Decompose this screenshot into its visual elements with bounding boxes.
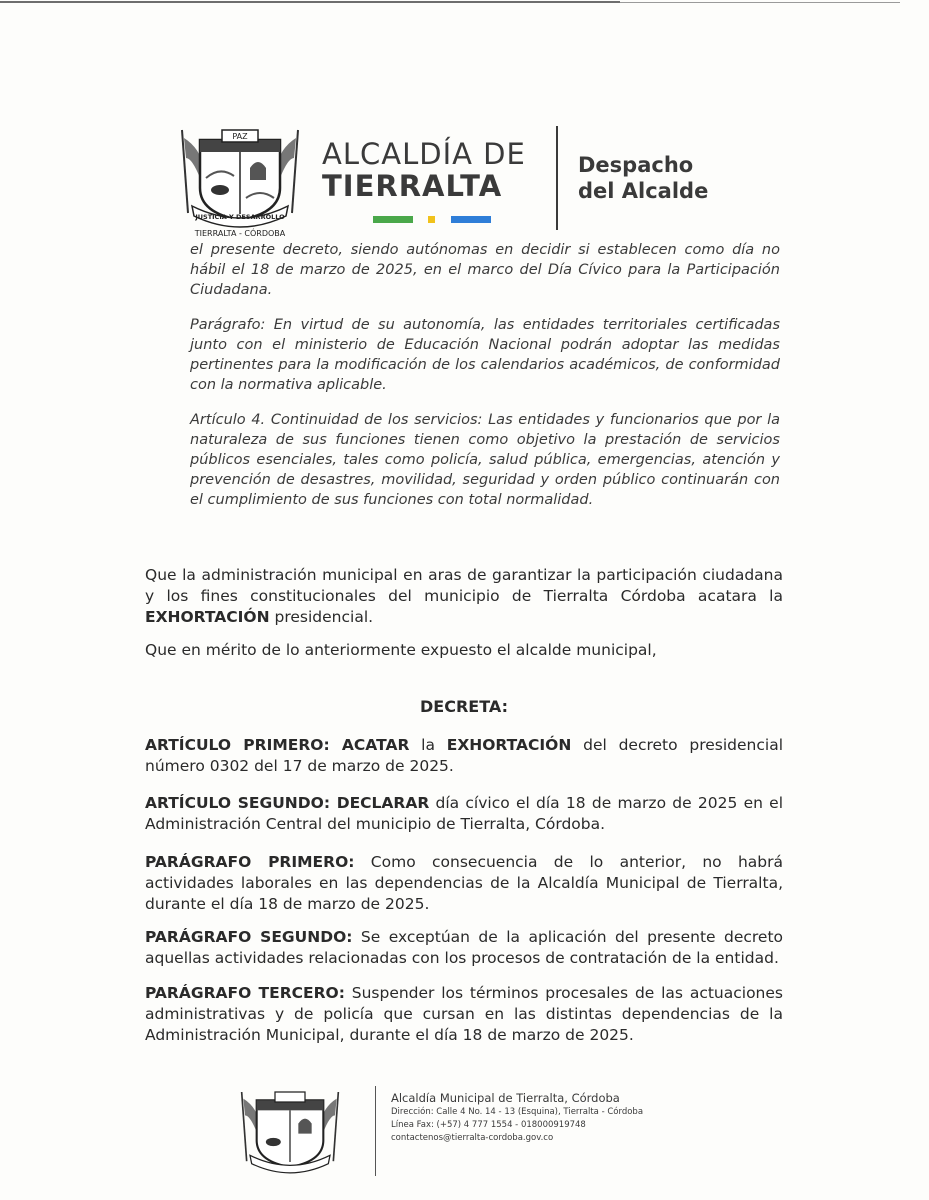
paragraph-third: PARÁGRAFO TERCERO: Suspender los términos procesales de las actuaciones administrativas y de policía que cursan en las distintas dependencias de la Administración Municipal, durante el día 18 de marzo de 2025. bbox=[145, 984, 783, 1044]
paragraph-second: PARÁGRAFO SEGUNDO: Se exceptúan de la aplicación del presente decreto aquellas actividades relacionadas con los procesos de contratación de la entidad. bbox=[145, 928, 784, 967]
footer-phone: Línea Fax: (+57) 4 777 1554 - 018000919748 bbox=[391, 1120, 586, 1130]
paragraph-first: PARÁGRAFO PRIMERO: Como consecuencia de lo anterior, no habrá actividades laborales en las dependencias de la Alcaldía Municipal de Tierralta, durante el día 18 de marzo de 2025. bbox=[145, 853, 783, 913]
quoted-paragraph-2: Parágrafo: En virtud de su autonomía, las entidades territoriales certificadas junto con el ministerio de Educación Nacional podrán adoptar las medidas pertinentes para la modificación de los calendarios académicos, de conformidad con la normativa aplicable. bbox=[190, 317, 780, 393]
quoted-paragraph-3: Artículo 4. Continuidad de los servicios: Las entidades y funcionarios que por la naturaleza de sus funciones tienen como objetivo la prestación de servicios públicos esenciales, tales como policía, salud pública, emergencias, atención y prevención de desastres, movilidad, seguridad y orden público continuarán con el cumplimiento de sus funciones con total normalidad. bbox=[190, 412, 780, 508]
seal-place-text: TIERRALTA - CÓRDOBA bbox=[194, 229, 286, 238]
footer-divider bbox=[375, 1086, 376, 1176]
footer-contact bbox=[391, 1090, 643, 1145]
footer-address: Dirección: Calle 4 No. 14 - 13 (Esquina), Tierralta - Córdoba bbox=[391, 1107, 644, 1117]
decree-heading: DECRETA: bbox=[420, 697, 508, 716]
flag-blue-stripe bbox=[451, 216, 491, 223]
flag-green-stripe bbox=[373, 216, 413, 223]
letterhead bbox=[170, 118, 770, 240]
footer-email[interactable]: contactenos@tierralta-cordoba.gov.co bbox=[391, 1133, 554, 1143]
footer-entity: Alcaldía Municipal de Tierralta, Córdoba bbox=[391, 1091, 620, 1105]
seal-banner-text: PAZ bbox=[232, 132, 248, 141]
title-line-1: ALCALDÍA DE bbox=[322, 137, 526, 171]
seal-ribbon-text: JUSTICIA Y DESARROLLO bbox=[195, 213, 285, 221]
exhortacion-bold: EXHORTACIÓN bbox=[145, 608, 270, 626]
scan-edge bbox=[0, 0, 929, 6]
municipal-seal-logo bbox=[170, 118, 310, 238]
entity-title bbox=[322, 138, 562, 202]
header-divider bbox=[556, 126, 558, 230]
footer-seal-logo bbox=[230, 1082, 350, 1182]
title-line-2: TIERRALTA bbox=[322, 169, 503, 203]
consideration-2: Que en mérito de lo anteriormente expuesto el alcalde municipal, bbox=[145, 641, 657, 659]
office-name bbox=[578, 152, 708, 204]
article-first: ARTÍCULO PRIMERO: ACATAR la EXHORTACIÓN del decreto presidencial número 0302 del 17 de marzo de 2025. bbox=[145, 736, 783, 775]
office-line-1: Despacho bbox=[578, 153, 694, 177]
office-line-2: del Alcalde bbox=[578, 179, 709, 203]
flag-color-bar bbox=[373, 216, 493, 224]
flag-yellow-dot bbox=[428, 216, 435, 223]
consideration-1: Que la administración municipal en aras de garantizar la participación ciudadana y los fines constitucionales del municipio de Tierralta Córdoba acatara la EXHORTACIÓN presidencial. bbox=[145, 566, 783, 626]
article-second: ARTÍCULO SEGUNDO: DECLARAR día cívico el día 18 de marzo de 2025 en el Administración Central del municipio de Tierralta, Córdoba. bbox=[145, 794, 784, 833]
quoted-paragraph-1: el presente decreto, siendo autónomas en decidir si establecen como día no hábil el 18 de marzo de 2025, en el marco del Día Cívico para la Participación Ciudadana. bbox=[190, 242, 780, 298]
